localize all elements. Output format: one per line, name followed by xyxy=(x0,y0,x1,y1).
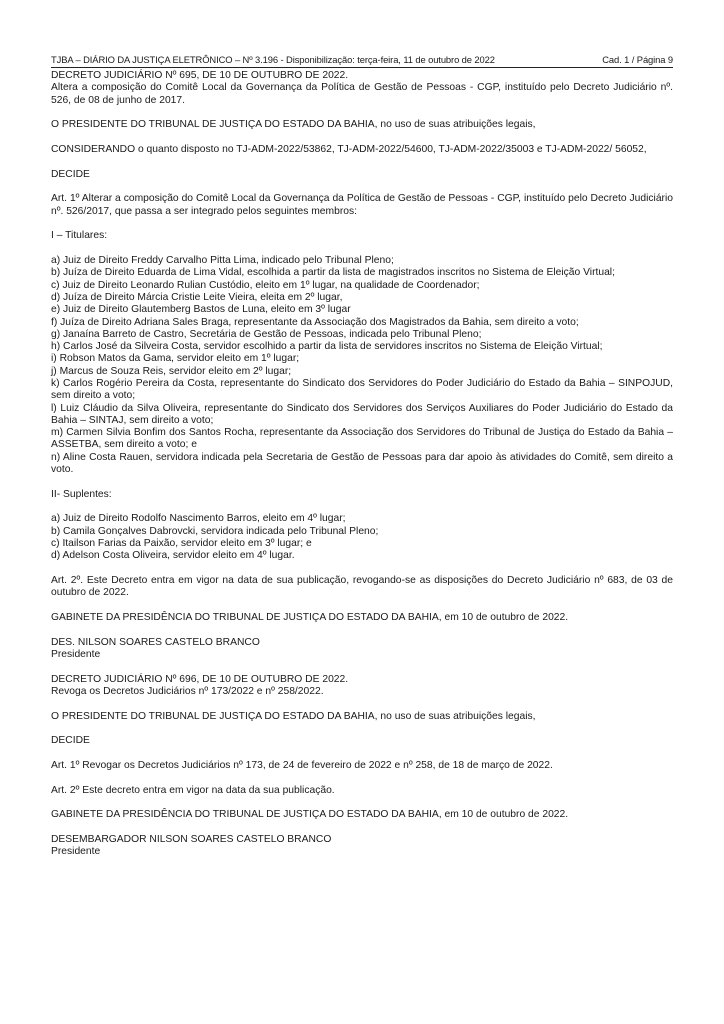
decree-article-2: Art. 2º Este decreto entra em vigor na data da sua publicação. xyxy=(51,784,335,796)
list-item: j) Marcus de Souza Reis, servidor eleito em 2º lugar; xyxy=(51,365,292,377)
list-item: c) Itailson Farias da Paixão, servidor eleito em 3º lugar; e xyxy=(51,538,312,550)
signer-name: DES. NILSON SOARES CASTELO BRANCO xyxy=(51,636,260,648)
decree-summary: Altera a composição do Comitê Local da Governança da Política de Gestão de Pessoas - CGP, instituído pelo Decreto Judiciário nº. 526, de 08 de junho de 2017. xyxy=(51,82,673,106)
decree-gabinete: GABINETE DA PRESIDÊNCIA DO TRIBUNAL DE JUSTIÇA DO ESTADO DA BAHIA, em 10 de outubro de 2022. xyxy=(51,612,569,623)
list-item: i) Robson Matos da Gama, servidor eleito em 1º lugar; xyxy=(51,353,300,365)
suplentes-list xyxy=(51,513,673,562)
decree-preamble: O PRESIDENTE DO TRIBUNAL DE JUSTIÇA DO ESTADO DA BAHIA, no uso de suas atribuições legais, xyxy=(51,119,536,131)
decree-article-1: Art. 1º Revogar os Decretos Judiciários nº 173, de 24 de fevereiro de 2022 e nº 258, de 18 de março de 2022. xyxy=(51,760,553,772)
list-item: a) Juiz de Direito Rodolfo Nascimento Barros, eleito em 4º lugar; xyxy=(51,513,346,525)
decree-article-1: Art. 1º Alterar a composição do Comitê Local da Governança da Política de Gestão de Pessoas - CGP, instituído pelo Decreto Judiciário nº. 526/2017, que passa a ser integrado pelos seguintes membros: xyxy=(51,193,673,217)
titulares-list xyxy=(51,255,673,476)
list-item: g) Janaína Barreto de Castro, Secretária de Gestão de Pessoas, indicada pelo Tribunal Pleno; xyxy=(51,328,482,340)
list-item: h) Carlos José da Silveira Costa, servidor escolhido a partir da lista de servidores inscritos no Sistema de Eleição Virtual; xyxy=(51,341,603,353)
list-item: n) Aline Costa Rauen, servidora indicada pela Secretaria de Gestão de Pessoas para dar apoio às atividades do Comitê, sem direito a voto. xyxy=(51,451,673,476)
list-item: d) Juíza de Direito Márcia Cristie Leite Vieira, eleita em 2º lugar, xyxy=(51,291,343,303)
header-journal-info: TJBA – DIÁRIO DA JUSTIÇA ELETRÔNICO – Nº 3.196 - Disponibilização: terça-feira, 11 de outubro de 2022 xyxy=(51,54,495,65)
signer-role: Presidente xyxy=(51,846,101,858)
decree-gabinete: GABINETE DA PRESIDÊNCIA DO TRIBUNAL DE JUSTIÇA DO ESTADO DA BAHIA, em 10 de outubro de 2022. xyxy=(51,809,569,821)
decree-decide: DECIDE xyxy=(51,168,90,180)
list-item: l) Luiz Cláudio da Silva Oliveira, representante do Sindicato dos Servidores dos Serviços Auxiliares do Poder Judiciário do Estado da Bahia – SINTAJ, sem direito a voto; xyxy=(51,402,673,426)
list-item: f) Juíza de Direito Adriana Sales Braga, representante da Associação dos Magistrados da Bahia, sem direito a voto; xyxy=(51,316,579,328)
document-page xyxy=(51,54,673,859)
list-item: c) Juiz de Direito Leonardo Rulian Custódio, eleito em 1º lugar, na qualidade de Coordenador; xyxy=(51,279,480,291)
document-body xyxy=(51,70,673,859)
list-item: b) Camila Gonçalves Dabrovcki, servidora indicada pelo Tribunal Pleno; xyxy=(51,525,379,537)
decree-title: DECRETO JUDICIÁRIO Nº 695, DE 10 DE OUTUBRO DE 2022. xyxy=(51,70,349,81)
decree-considerando: CONSIDERANDO o quanto disposto no TJ-ADM-2022/53862, TJ-ADM-2022/54600, TJ-ADM-2022/35003 e TJ-ADM-2022/ 56052, xyxy=(51,143,647,155)
titulares-heading: I – Titulares: xyxy=(51,230,108,242)
list-item: d) Adelson Costa Oliveira, servidor eleito em 4º lugar. xyxy=(51,550,295,562)
list-item: m) Carmen Silvia Bonfim dos Santos Rocha, representante da Associação dos Servidores do Tribunal de Justiça do Estado da Bahia – ASSETBA, sem direito a voto; e xyxy=(51,427,673,451)
decree-title: DECRETO JUDICIÁRIO Nº 696, DE 10 DE OUTUBRO DE 2022. xyxy=(51,673,349,685)
signer-name: DESEMBARGADOR NILSON SOARES CASTELO BRANCO xyxy=(51,834,332,846)
header-page-number: Cad. 1 / Página 9 xyxy=(602,54,673,65)
signer-role: Presidente xyxy=(51,648,101,660)
decree-decide: DECIDE xyxy=(51,735,90,747)
list-item: b) Juíza de Direito Eduarda de Lima Vidal, escolhida a partir da lista de magistrados inscritos no Sistema de Eleição Virtual; xyxy=(51,267,615,279)
list-item: k) Carlos Rogério Pereira da Costa, representante do Sindicato dos Servidores do Poder Judiciário do Estado da Bahia – SINPOJUD, sem direito a voto; xyxy=(51,377,673,402)
decree-summary: Revoga os Decretos Judiciários nº 173/2022 e nº 258/2022. xyxy=(51,685,324,697)
page-header xyxy=(51,54,673,68)
list-item: a) Juiz de Direito Freddy Carvalho Pitta Lima, indicado pelo Tribunal Pleno; xyxy=(51,255,394,267)
decree-article-2: Art. 2º. Este Decreto entra em vigor na data de sua publicação, revogando-se as disposições do Decreto Judiciário nº 683, de 03 de outubro de 2022. xyxy=(51,575,673,599)
list-item: e) Juiz de Direito Glautemberg Bastos de Luna, eleito em 3º lugar xyxy=(51,304,351,316)
decree-preamble: O PRESIDENTE DO TRIBUNAL DE JUSTIÇA DO ESTADO DA BAHIA, no uso de suas atribuições legais, xyxy=(51,710,536,722)
suplentes-heading: II- Suplentes: xyxy=(51,488,112,500)
